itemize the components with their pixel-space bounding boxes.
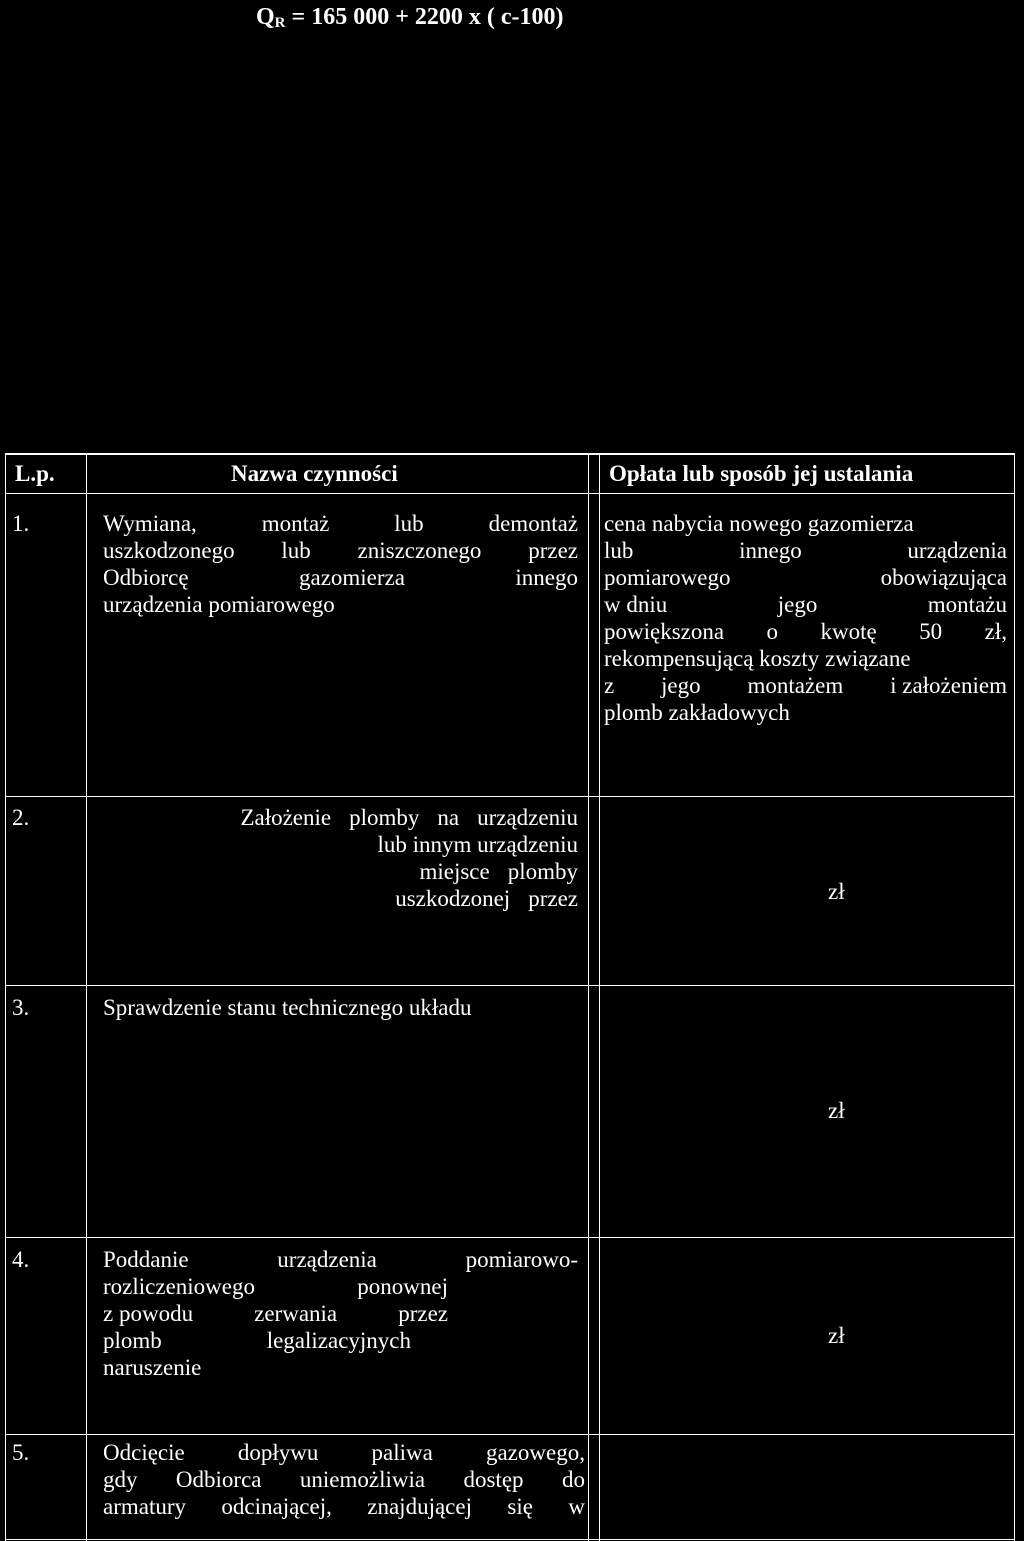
text-line [103,564,578,591]
word: zerwania [254,1301,338,1326]
header-name: Nazwa czynności [231,461,398,486]
word: legalizacyjnych [266,1328,411,1353]
text-line [604,564,1007,591]
word: znajdującej [367,1494,472,1519]
row-4-name [103,1246,578,1381]
text-line [103,1354,578,1381]
word: jego [661,673,701,698]
word: urządzenia [277,1247,377,1272]
text-line [103,1246,578,1273]
word: dostęp [463,1467,524,1492]
word: ponownej [357,1274,448,1299]
word: Odbiorcę [103,565,189,590]
row-5-name [103,1439,585,1520]
word: dopływu [237,1440,319,1465]
text-line [103,1466,585,1493]
text-line [103,831,578,858]
word: montażem [747,673,844,698]
text-line [103,591,578,618]
word: w [568,1494,585,1519]
word: Sprawdzenie stanu technicznego układu [103,995,472,1020]
row-3-fee: zł [828,1098,845,1123]
row-2-fee: zł [828,879,845,904]
text-line [604,699,1007,726]
word: z powodu [103,1301,194,1326]
word: innego [739,538,802,563]
word: przez [398,1301,448,1326]
word: gdy [103,1467,138,1492]
word: uszkodzonego [103,538,235,563]
header-lp: L.p. [15,461,55,486]
word: Założenie [240,805,332,830]
word: demontaż [488,511,578,536]
word: plomby [349,805,420,830]
word: obowiązująca [880,565,1007,590]
text-line [604,645,1007,672]
fee-table [5,453,1015,1541]
word: i założeniem [890,673,1007,698]
word: Odcięcie [103,1440,185,1465]
text-line [604,510,1007,537]
word: armatury [103,1494,187,1519]
word: lub [394,511,424,536]
formula-q: Q [256,4,275,30]
text-line [604,537,1007,564]
word: Odbiorca [175,1467,262,1492]
word: się [507,1494,533,1519]
word: zniszczonego [357,538,482,563]
word: urządzenia pomiarowego [103,592,335,617]
text-line [103,858,578,885]
word: rozliczeniowego [103,1274,255,1299]
word: powiększona [604,619,725,644]
row-3-lp: 3. [12,995,30,1020]
word: naruszenie [103,1355,202,1380]
word: innego [515,565,578,590]
word: lub [604,538,634,563]
row-5-lp: 5. [12,1440,30,1465]
row-2-lp: 2. [12,805,30,830]
formula-expression: = 165 000 + 2200 x ( c-100) [285,4,564,30]
word: zł, [984,619,1007,644]
word: na [437,805,460,830]
formula [256,4,564,32]
word: urządzeniu [477,805,578,830]
word: cena nabycia nowego gazomierza [604,511,914,536]
word: miejsce [419,859,490,884]
word: uszkodzonej [395,886,511,911]
word: plomb [103,1328,162,1353]
word: jego [777,592,818,617]
text-line [103,1273,448,1300]
word: montażu [927,592,1007,617]
word: pomiarowego [604,565,731,590]
text-line [103,1300,448,1327]
row-3-name [103,994,578,1021]
formula-subscript: R [274,15,286,31]
word: plomb zakładowych [604,700,790,725]
word: lub innym urządzeniu [377,832,578,857]
row-2-name [103,804,578,912]
row-1-lp: 1. [12,511,30,536]
word: paliwa [371,1440,433,1465]
word: pomiarowo- [465,1247,578,1272]
row-1-fee [604,510,1007,726]
text-line [103,537,578,564]
word: urządzenia [907,538,1007,563]
text-line [103,994,578,1021]
word: plomby [507,859,578,884]
row-4-lp: 4. [12,1247,30,1272]
text-line [103,1327,411,1354]
word: uniemożliwia [299,1467,426,1492]
text-line [604,591,1007,618]
text-line [103,1493,585,1520]
text-line [103,510,578,537]
word: z [604,673,615,698]
word: o [766,619,779,644]
word: przez [528,538,578,563]
word: kwotę [820,619,877,644]
word: gazowego, [485,1440,585,1465]
row-4-fee: zł [828,1323,845,1348]
header-fee: Opłata lub sposób jej ustalania [609,461,914,486]
word: do [561,1467,585,1492]
text-line [103,1439,585,1466]
word: lub [281,538,311,563]
word: Wymiana, [103,511,197,536]
text-line [103,804,578,831]
word: Poddanie [103,1247,189,1272]
word: rekompensującą koszty związane [604,646,911,671]
text-line [604,672,1007,699]
text-line [604,618,1007,645]
word: montaż [261,511,330,536]
word: gazomierza [298,565,405,590]
word: przez [528,886,578,911]
text-line [103,885,578,912]
row-1-name [103,510,578,618]
word: w dniu [604,592,668,617]
word: 50 [919,619,943,644]
word: odcinającej, [221,1494,332,1519]
